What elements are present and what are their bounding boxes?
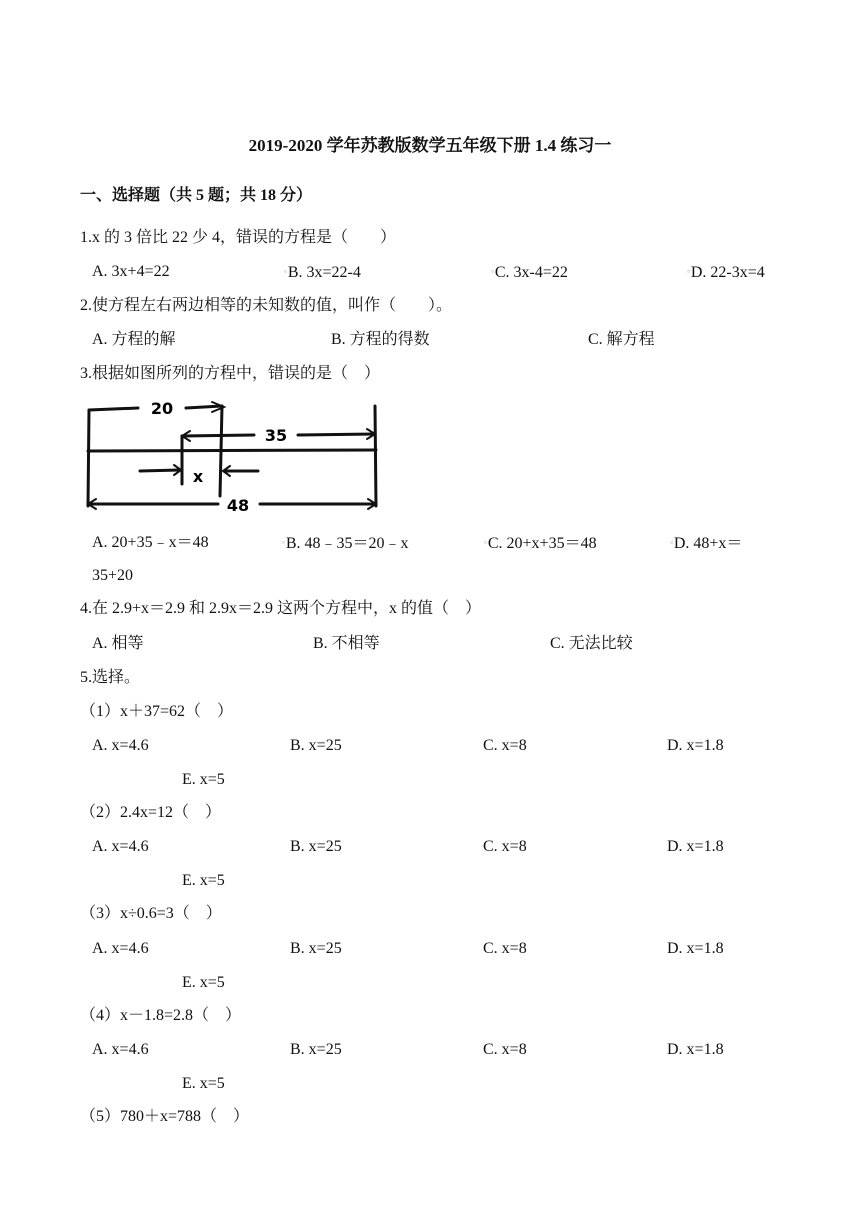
q5-sub3-option-c: C. x=8 xyxy=(483,940,527,957)
q2-option-b: B. 方程的得数 xyxy=(331,331,430,348)
q1-option-a: A. 3x+4=22 xyxy=(92,263,170,280)
q5-sub4-option-c: C. x=8 xyxy=(483,1041,527,1058)
q3-option-a: A. 20+35﹣x＝48 xyxy=(92,534,209,551)
q5-sub4-option-b: B. x=25 xyxy=(290,1041,342,1058)
q5-sub3-option-a: A. x=4.6 xyxy=(92,940,149,957)
diagram-label-35: 35 xyxy=(264,426,288,445)
q5-sub2-stem: （2）2.4x=12（ ） xyxy=(80,804,222,821)
q3-option-b: B. 48﹣35＝20﹣x xyxy=(285,535,409,552)
section-heading: 一、选择题（共 5 题；共 18 分） xyxy=(80,187,313,204)
q3-option-d: D. 48+x＝ xyxy=(673,535,743,552)
q5-sub2-option-d: D. x=1.8 xyxy=(667,838,724,855)
diagram-label-48: 48 xyxy=(226,496,250,515)
q3-option-c: C. 20+x+35＝48 xyxy=(487,535,597,552)
q5-sub1-stem: （1）x＋37=62（ ） xyxy=(80,703,234,720)
q5-sub1-option-c: C. x=8 xyxy=(483,737,527,754)
q5-sub3-option-b: B. x=25 xyxy=(290,940,342,957)
q5-sub2-option-b: B. x=25 xyxy=(290,838,342,855)
q5-sub1-option-b: B. x=25 xyxy=(290,737,342,754)
question-5-stem: 5.选择。 xyxy=(80,669,141,686)
question-3-stem: 3.根据如图所列的方程中，错误的是（ ） xyxy=(80,365,381,382)
segment-diagram xyxy=(82,398,382,516)
q5-sub1-option-e: E. x=5 xyxy=(182,771,225,788)
q5-sub1-option-a: A. x=4.6 xyxy=(92,737,149,754)
q5-sub4-option-d: D. x=1.8 xyxy=(667,1041,724,1058)
page-title: 2019-2020 学年苏教版数学五年级下册 1.4 练习一 xyxy=(248,136,612,155)
q5-sub2-option-c: C. x=8 xyxy=(483,838,527,855)
q5-sub2-option-e: E. x=5 xyxy=(182,872,225,889)
q3-option-d-continued: 35+20 xyxy=(92,567,134,584)
q1-option-d: D. 22-3x=4 xyxy=(690,264,765,281)
q2-option-c: C. 解方程 xyxy=(588,331,655,348)
q5-sub4-option-e: E. x=5 xyxy=(182,1075,225,1092)
q5-sub3-option-e: E. x=5 xyxy=(182,974,225,991)
q4-option-b: B. 不相等 xyxy=(313,635,380,652)
q5-sub3-option-d: D. x=1.8 xyxy=(667,940,724,957)
q5-sub4-stem: （4）x－1.8=2.8（ ） xyxy=(80,1007,242,1024)
q4-option-c: C. 无法比较 xyxy=(550,635,633,652)
q5-sub3-stem: （3）x÷0.6=3（ ） xyxy=(80,905,222,922)
q2-option-a: A. 方程的解 xyxy=(92,331,176,348)
q5-sub4-option-a: A. x=4.6 xyxy=(92,1041,149,1058)
q5-sub2-option-a: A. x=4.6 xyxy=(92,838,149,855)
diagram-label-x: x xyxy=(192,467,204,486)
q5-sub1-option-d: D. x=1.8 xyxy=(667,737,724,754)
question-1-stem: 1.x 的 3 倍比 22 少 4，错误的方程是（ ） xyxy=(80,229,397,246)
question-2-stem: 2.使方程左右两边相等的未知数的值，叫作（ ）。 xyxy=(80,297,453,314)
q1-option-b: B. 3x=22-4 xyxy=(287,264,361,281)
q1-option-c: C. 3x-4=22 xyxy=(494,264,568,281)
q4-option-a: A. 相等 xyxy=(92,635,144,652)
diagram-label-20: 20 xyxy=(150,399,174,418)
q5-sub5-stem: （5）780＋x=788（ ） xyxy=(80,1108,250,1125)
question-4-stem: 4.在 2.9+x＝2.9 和 2.9x＝2.9 这两个方程中，x 的值（ ） xyxy=(80,600,482,617)
